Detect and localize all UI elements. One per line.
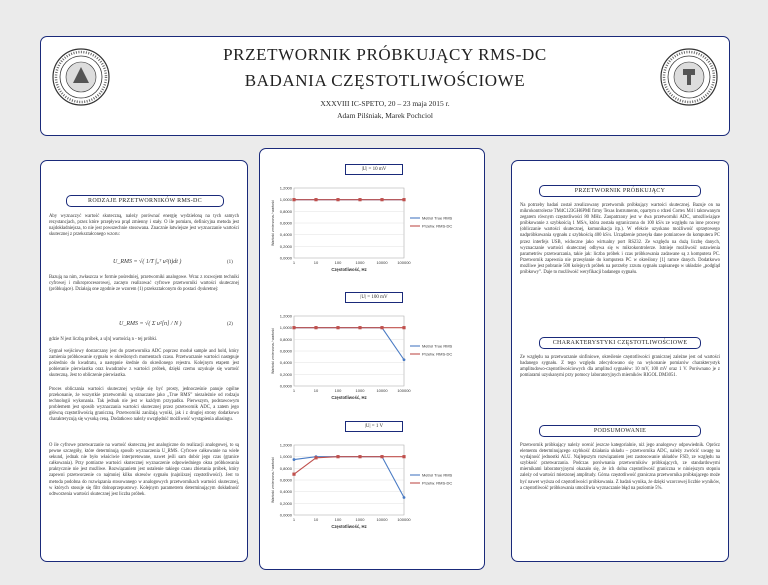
- y-tick-label: 0,6000: [279, 220, 292, 226]
- x-tick-label: 100000: [397, 260, 411, 265]
- x-axis-label: Częstotliwość, Hz: [331, 524, 367, 529]
- authors-line: Adam Pilśniak, Marek Pochciol: [337, 111, 433, 120]
- y-tick-label: 0,2000: [279, 371, 292, 377]
- y-tick-label: 1,2000: [279, 313, 292, 319]
- equation-2: U_RMS = √( Σ u²[n] / N ): [119, 321, 182, 327]
- data-point: [336, 326, 339, 329]
- data-point: [402, 198, 405, 201]
- x-tick-label: 10: [313, 388, 319, 393]
- paragraph-sampling: Sygnał wejściowy dostarczany jest do przetwornika ADC poprzez moduł sample and hold, który zamienia próbkowanie sygnału w określonych momentach czasu. Przetwarzanie wartości następuje pośrednio do kwadratu, a następnie średnie do określonego rejestru. Kolejnym etapem jest pobieranie pierwiastka oraz kwadratów z wartości próbek, dzięki czemu uzyskuje się wartość skuteczną. Jest to obliczenie pierwiastka.: [49, 349, 239, 379]
- y-axis-label: Wartość zmierzona / wartość: [271, 328, 275, 374]
- paragraph-frequency: Ze względu na przetwarzanie sinfiniowe, określenie częstotliwości granicznej zależne jest od wartości badanego sygnału. Z tego względu zdecydowano się na wykonanie pomiarów charakterystyk amplitudowo-częstotliwościowych dla amplitud sygnałów: 10 mV, 100 mV oraz 1 V. Porównano je z pomiarami uzyskanymi przy pomocy laboratoryjnych mierników RIGOL DM3051.: [520, 355, 720, 379]
- y-tick-label: 1,0000: [279, 454, 292, 460]
- chart-1-label: |U| = 10 mV: [345, 164, 403, 175]
- data-point: [292, 326, 295, 329]
- y-tick-label: 1,2000: [279, 185, 292, 191]
- y-tick-label: 0,2000: [279, 500, 292, 506]
- x-axis-label: Częstotliwość, Hz: [331, 267, 367, 272]
- x-tick-label: 10000: [376, 517, 388, 522]
- data-point: [403, 358, 406, 361]
- left-column: [40, 160, 248, 562]
- data-point: [402, 326, 405, 329]
- paragraph-converter: Na potrzeby badań został zrealizowany przetwornik próbkujący wartości skutecznej. Bazuje on na mikrokontrolerze TM4C123GH6PMI firmy Texas Instruments, opartym o rdzeń Cortex M4 i taktowanym zegarem równym częstotliwości 80 MHz. Zaopatrzony jest w dwa przetworniki ADC, umożliwiające próbkowanie z szybkością 1 MS/s, która została ograniczona do 100 kS/s ze względu na inne procesy (obliczanie wartości skutecznej, komunikacja itp.). W efekcie uzyskano możliwość sprzętowego nadpróbkowania sygnału z szybkością 400 kS/s. Urządzenie przesyła dane pomiarowe do komputera PC przez interfejs USB, widoczne jako wirtualny port RS232. Ze względu na dużą liczbę danych, wyznaczanie wartości skutecznej odbywa się w mikrokontrolerze. Istnieje możliwość ustawienia parametrów przetwarzania, takie jak: liczba próbek i czas próbkowania zadawane są z komputera PC. Przetwornik zapewnia nie przesyłanie do komputera PC w określony [1] ramce danych. Dodatkowo możliwe jest pobranie 500 kolejnych próbek na potrzeby zrzutu sygnału zapisanego w układzie „podgląd próbkowy”. Daje to możliwość weryfikacji badanego sygnału.: [520, 203, 720, 276]
- x-tick-label: 10000: [376, 388, 388, 393]
- y-tick-label: 0,2000: [279, 243, 292, 249]
- y-tick-label: 0,0000: [279, 383, 292, 389]
- y-tick-label: 1,2000: [279, 442, 292, 448]
- data-point: [314, 198, 317, 201]
- chart-1: [268, 184, 478, 276]
- x-tick-label: 100000: [397, 388, 411, 393]
- y-tick-label: 0,4000: [279, 489, 292, 495]
- x-tick-label: 1: [292, 388, 296, 393]
- poster-subtitle: BADANIA CZĘSTOTLIWOŚCIOWE: [244, 71, 526, 90]
- legend-label: Przetw. RMS-DC: [422, 223, 453, 229]
- section-title-rms-types: RODZAJE PRZETWORNIKÓW RMS-DC: [66, 195, 224, 207]
- y-tick-label: 0,4000: [279, 360, 292, 366]
- legend-label: Przetw. RMS-DC: [422, 480, 453, 486]
- y-tick-label: 1,0000: [279, 197, 292, 203]
- y-tick-label: 0,0000: [279, 512, 292, 518]
- y-axis-label: Wartość zmierzona / wartość: [271, 200, 275, 246]
- y-tick-label: 0,8000: [279, 336, 292, 342]
- middle-column-charts: [259, 148, 485, 570]
- x-tick-label: 1000: [355, 388, 365, 393]
- x-tick-label: 100: [334, 260, 342, 265]
- data-point: [402, 455, 405, 458]
- data-point: [336, 198, 339, 201]
- x-tick-label: 1000: [355, 517, 365, 522]
- chart-2-label: |U| = 100 mV: [345, 292, 403, 303]
- conference-line: XXXVIII IC-SPETO, 20 – 23 maja 2015 r.: [320, 99, 450, 108]
- paragraph-where: gdzie N jest liczbą próbek, a u[n] wartością n - tej próbki.: [49, 337, 158, 342]
- right-column: [511, 160, 729, 562]
- data-point: [380, 198, 383, 201]
- x-tick-label: 10: [313, 260, 319, 265]
- paragraph-process: Proces obliczania wartości skutecznej wydaje się być prosty, jednocześnie panuje ogólne przekonanie, że wszystkie przetworniki są oznaczane jako „True RMS” niezależnie od rodzaju technologii wykonania. Tak jednak nie jest w każdym przypadku. Pierwszym, podstawowym problemem jest sposób wyznaczania wartości skutecznej przez przetwornik ADC, a zatem jego główną częstotliwością graniczną. Przetworniki zaniżają wyniki, jak i z drugiej strony dodatkowo charakteryzują się wysoką ceną. Dodatkowo należy uwzględnić możliwość wystąpienia aliasingu.: [49, 387, 239, 423]
- x-tick-label: 100000: [397, 517, 411, 522]
- x-tick-label: 100: [334, 388, 342, 393]
- poster-title: PRZETWORNIK PRÓBKUJĄCY RMS-DC: [223, 45, 547, 64]
- equation-2-number: (2): [227, 322, 233, 327]
- y-tick-label: 0,8000: [279, 208, 292, 214]
- data-point: [314, 456, 317, 459]
- x-tick-label: 1: [292, 517, 296, 522]
- x-axis-label: Częstotliwość, Hz: [331, 395, 367, 400]
- y-tick-label: 0,6000: [279, 348, 292, 354]
- legend-label: Przetw. RMS-DC: [422, 351, 453, 357]
- data-point: [358, 198, 361, 201]
- y-axis-label: Wartość zmierzona / wartość: [271, 457, 275, 503]
- section-title-summary: PODSUMOWANIE: [539, 425, 701, 437]
- y-tick-label: 0,8000: [279, 465, 292, 471]
- data-point: [358, 455, 361, 458]
- y-tick-label: 0,6000: [279, 477, 292, 483]
- section-title-frequency: CHARAKTERYSTYKI CZĘSTOTLIWOŚCIOWE: [539, 337, 701, 349]
- poster-header: [40, 36, 730, 136]
- data-point: [380, 455, 383, 458]
- y-tick-label: 0,4000: [279, 232, 292, 238]
- data-point: [358, 326, 361, 329]
- data-point: [314, 326, 317, 329]
- y-tick-label: 0,0000: [279, 255, 292, 261]
- legend-label: Metrol True RMS: [422, 343, 453, 349]
- equation-1-number: (1): [227, 260, 233, 265]
- data-point: [292, 473, 295, 476]
- equation-1: U_RMS = √( 1/T ∫₀ᵀ u²(t)dt ): [113, 259, 182, 265]
- paragraph-summary: Przetwornik próbkujący należy ocenić jeszcze kategorialnie, niż jego analogowy odpowiednik. Oprócz elementu determinującego szybkość działania układu – przetwornika ADC, należy zwrócić uwagę na wydajność jednostki ALU. Najlepszym rozwiązaniem jest zastosowanie układów FSD, ze względu na szybkość przetwarzania. Podczas porównania przetworników próbkujących, ze standardowymi miernikami laboratoryjnymi okazało się, że ich dolna częstotliwość graniczna w niniejszym stopniu zależy od wartości mierzonej amplitudy. Górna częstotliwość graniczna przetwornika próbkującego może być nawet wyższa od częstotliwości próbkowania. Z badań wynika, że dzięki wzorcowej liczbie wyników, a częstotliwość próbkowania umożliwia wyznaczanie błąd na poziomie 5%.: [520, 443, 720, 491]
- data-point: [380, 326, 383, 329]
- chart-3-label: |U| = 1 V: [345, 421, 403, 432]
- chart-2: [268, 312, 478, 404]
- paragraph-digital: O ile cyfrowe przetwarzanie na wartość skuteczną jest analogiczne do realizacji analogowej, to są pewne szczegóły, które determinują sposób wyznaczenia U_RMS. Cyfrowe całkowanie na wiele sekund, jednak nie było właściwie interpretowane, nawet jeśli sam dobór jego czas (granice całkowania). Przy pomiarze wartości skutecznej wyznaczenie odpowiedniego okna próbkowania praktycznie nie jest możliwe. Rozwiązaniem jest ustalenie takiego czasu zbierania próbek, który zapewni przetworzenie co najmniej kilku okresów sygnału (najniższej częstotliwości). Jest to metoda podobna do rozwiązania stosowanego w analogowych przetwornikach wartości skutecznej, w których stosuje się filtr dolnoprzepustowy. Kolejnym parametrem determinującym dokładność odtworzenia wartości skutecznej jest liczba próbek.: [49, 443, 239, 497]
- x-tick-label: 1000: [355, 260, 365, 265]
- paragraph-intro: Aby wyznaczyć wartość skuteczną, należy porównać energię wydzieloną na tych samych rezystancjach, przez które przepływa prąd zmienny i stały. O ile pomiaru, definicyjna metoda jest najdokładniejsza, to nie jest powszechnie stosowana. Znacznie łatwiejsze jest wyznaczanie wartości skutecznej z przekształconego wzoru:: [49, 214, 239, 238]
- section-title-sampling-converter: PRZETWORNIK PRÓBKUJĄCY: [539, 185, 701, 197]
- data-point: [336, 455, 339, 458]
- y-tick-label: 1,0000: [279, 325, 292, 331]
- x-tick-label: 10000: [376, 260, 388, 265]
- data-point: [292, 198, 295, 201]
- x-tick-label: 10: [313, 517, 319, 522]
- data-point: [293, 458, 296, 461]
- legend-label: Metrol True RMS: [422, 215, 453, 221]
- x-tick-label: 100: [334, 517, 342, 522]
- paragraph-analog: Bazują na nim, zwłaszcza w formie pośredniej, przetworniki analogowe. Wraz z rozwojem techniki cyfrowej i mikroprocesorowej, zaczęto realizować cyfrowe przetworniki wartości skutecznej (próbkujące). Działają one zgodnie ze wzorem (1) przekształconym do postaci dyskretnej:: [49, 275, 239, 293]
- data-point: [403, 496, 406, 499]
- x-tick-label: 1: [292, 260, 296, 265]
- legend-label: Metrol True RMS: [422, 472, 453, 478]
- chart-3: [268, 441, 478, 533]
